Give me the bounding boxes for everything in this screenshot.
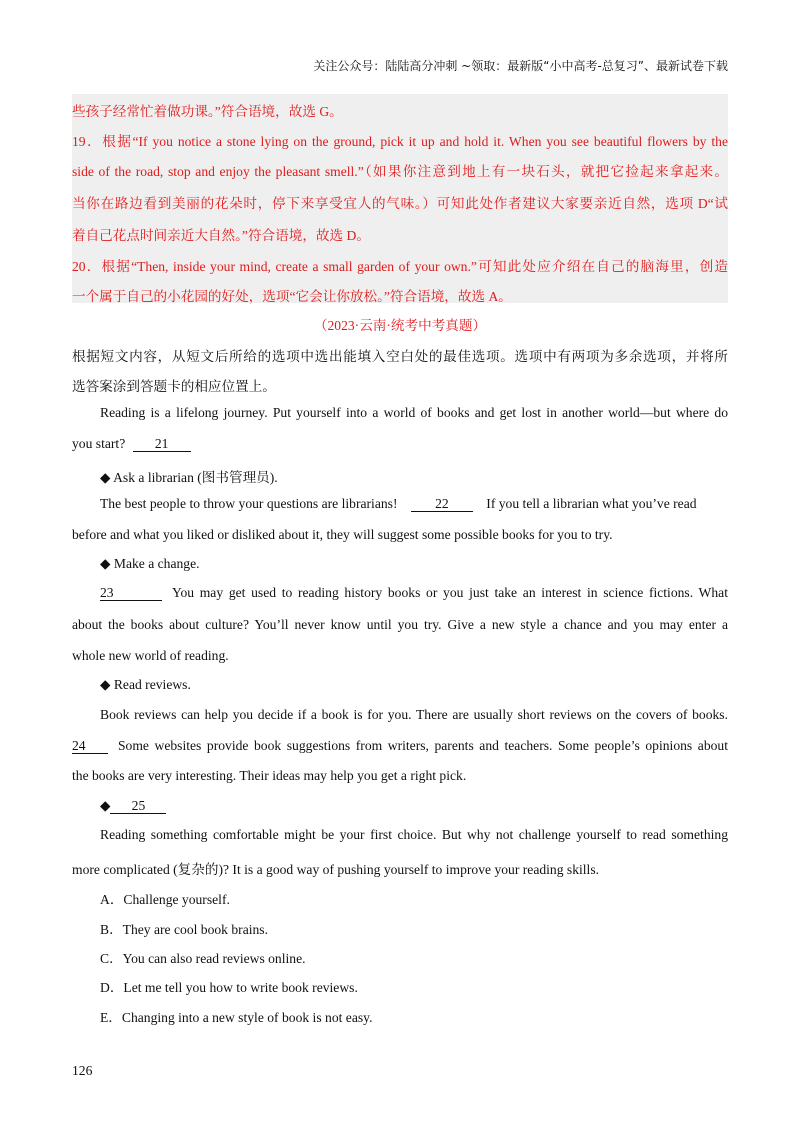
passage-line: Reading something comfortable might be your first choice. But why not challenge yourself to read something (100, 827, 728, 842)
answer-line: 着自己花点时间亲近大自然。”符合语境，故选 D。 (72, 228, 370, 243)
question-source: （2023·云南·统考中考真题） (313, 318, 487, 333)
answer-line: 19．根据“If you notice a stone lying on the ground, pick it up and hold it. When you see beautiful flowers by the (72, 134, 728, 149)
passage-line (100, 496, 728, 512)
option-a: A．Challenge yourself. (100, 892, 230, 907)
blank-22: 22 (411, 497, 473, 512)
passage-line: before and what you liked or disliked about it, they will suggest some possible books for you to try. (72, 527, 613, 542)
instruction-line: 选答案涂到答题卡的相应位置上。 (72, 379, 276, 394)
bullet-icon: ◆ (100, 798, 111, 813)
passage-text: The best people to throw your questions are librarians! (100, 496, 398, 511)
page-header: 关注公众号：陆陆高分冲刺 ~领取：最新版“小中高考-总复习”、最新试卷下载 (313, 59, 728, 73)
section-heading: ◆ Ask a librarian (图书管理员). (100, 470, 278, 485)
passage-line: more complicated (复杂的)? It is a good way of pushing yourself to improve your reading skills. (72, 862, 600, 877)
blank-21: 21 (133, 437, 191, 452)
passage-line: whole new world of reading. (72, 648, 229, 663)
passage-line (100, 585, 728, 601)
option-d: D．Let me tell you how to write book reviews. (100, 980, 358, 995)
passage-text: If you tell a librarian what you’ve read (486, 496, 697, 511)
option-c: C．You can also read reviews online. (100, 951, 306, 966)
answer-line: 些孩子经常忙着做功课。”符合语境，故选 G。 (72, 104, 343, 119)
answer-line: 一个属于自己的小花园的好处，选项“它会让你放松。”符合语境，故选 A。 (72, 289, 512, 304)
passage-line: about the books about culture? You’ll never know until you try. Give a new style a chance and you may enter a (72, 617, 728, 632)
passage-text: you start? (72, 436, 126, 451)
passage-line: Reading is a lifelong journey. Put yourself into a world of books and get lost in another world—but where do (100, 405, 728, 420)
option-e: E．Changing into a new style of book is not easy. (100, 1010, 373, 1025)
passage-line (72, 738, 728, 754)
blank-23: 23 (100, 586, 162, 601)
blank-25: 25 (110, 799, 166, 814)
passage-line (72, 436, 728, 452)
section-heading (100, 798, 728, 814)
passage-line: Book reviews can help you decide if a book is for you. There are usually short reviews on the covers of books. (100, 707, 728, 722)
section-heading: ◆ Make a change. (100, 556, 200, 571)
answer-line: side of the road, stop and enjoy the pleasant smell.”（如果你注意到地上有一块石头，就把它捡起来拿起来。 (72, 164, 728, 179)
answer-line: 当你在路边看到美丽的花朵时，停下来享受宜人的气味。）可知此处作者建议大家要亲近自然，选项 D“试 (72, 196, 728, 211)
section-heading: ◆ Read reviews. (100, 677, 191, 692)
passage-text: Some websites provide book suggestions from writers, parents and teachers. Some people’s opinions about (118, 738, 728, 753)
page-number: 126 (72, 1063, 93, 1078)
blank-24: 24 (72, 739, 108, 754)
answer-line: 20．根据“Then, inside your mind, create a small garden of your own.”可知此处应介绍在自己的脑海里，创造 (72, 259, 728, 274)
passage-text: You may get used to reading history books or you just take an interest in science fictions. What (172, 585, 728, 600)
passage-line: the books are very interesting. Their ideas may help you get a right pick. (72, 768, 467, 783)
option-b: B．They are cool book brains. (100, 922, 268, 937)
instruction-line: 根据短文内容，从短文后所给的选项中选出能填入空白处的最佳选项。选项中有两项为多余选项，并将所 (72, 349, 728, 364)
